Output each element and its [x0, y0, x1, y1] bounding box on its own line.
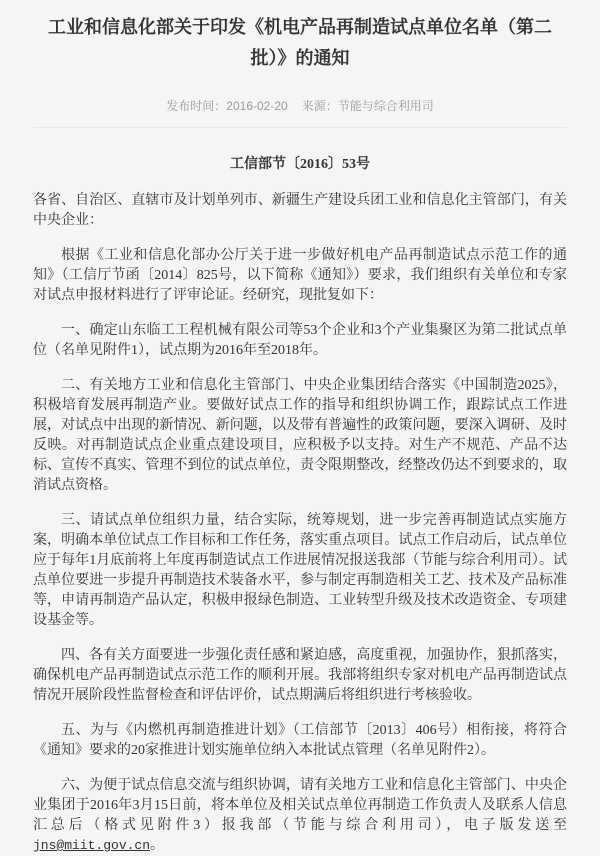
body-paragraph: 二、有关地方工业和信息化主管部门、中央企业集团结合落实《中国制造2025》，积极培育发展再制造产业。要做好试点工作的指导和组织协调工作，跟踪试点工作进展，对试点中出现的新情况、新问题，以及带有普遍性的政策问题，要深入调研、及时反映。对再制造试点企业重点建设项目，应积极予以支持。对生产不规范、产品不达标、宣传不真实、管理不到位的试点单位，责令限期整改，经整改仍达不到要求的，取消试点资格。: [33, 378, 567, 493]
closing-text-after: 。: [150, 838, 165, 853]
document-number: 工信部节〔2016〕53号: [230, 157, 370, 172]
source-label: 来源：: [301, 99, 338, 113]
meta-line: [0, 97, 600, 114]
body-paragraph: 四、各有关方面要进一步强化责任感和紧迫感，高度重视，加强协作，狠抓落实，确保机电产品再制造试点示范工作的顺利开展。我部将组织专家对机电产品再制造试点情况开展阶段性监督检查和评估评价，试点期满后将组织进行考核验收。: [33, 648, 567, 703]
body-paragraph: 一、确定山东临工工程机械有限公司等53个企业和3个产业集聚区为第二批试点单位（名单见附件1），试点期为2016年至2018年。: [33, 323, 567, 358]
header-divider: [33, 127, 567, 128]
closing-text-before: 六、为便于试点信息交流与组织协调，请有关地方工业和信息化主管部门、中央企业集团于2016年3月15日前，将本单位及相关试点单位再制造工作负责人及联系人信息汇总后（格式见附件3）报我部（节能与综合利用司），电子版发送至: [33, 778, 567, 833]
body-paragraph: 根据《工业和信息化部办公厅关于进一步做好机电产品再制造试点示范工作的通知》（工信厅节函〔2014〕825号，以下简称《通知》）要求，我们组织有关单位和专家对试点申报材料进行了评审论证。经研究，现批复如下：: [33, 248, 567, 303]
body-paragraph: 五、为与《内燃机再制造推进计划》（工信部节〔2013〕406号）相衔接，将符合《通知》要求的20家推进计划实施单位纳入本批试点管理（名单见附件2）。: [33, 723, 567, 758]
notice-header: [0, 0, 600, 128]
body-paragraph: 三、请试点单位组织力量，结合实际，统筹规划，进一步完善再制造试点实施方案，明确本单位试点工作目标和工作任务，落实重点项目。试点工作启动后，试点单位应于每年1月底前将上年度再制造试点工作进展情况报送我部（节能与综合利用司）。试点单位要进一步提升再制造技术装备水平，参与制定再制造相关工艺、技术及产品标准等，申请再制造产品认定，积极申报绿色制造、工业转型升级及技术改造资金、专项建设基金等。: [33, 513, 567, 628]
email-link[interactable]: jns@miit.gov.cn: [33, 838, 151, 853]
source-value: 节能与综合利用司: [337, 99, 434, 113]
document-paragraphs: [33, 246, 567, 761]
body-paragraph-closing: [33, 776, 567, 856]
page-title: 工业和信息化部关于印发《机电产品再制造试点单位名单（第二批）》的通知: [48, 17, 552, 68]
publish-time-label: 发布时间：: [166, 99, 227, 113]
salutation: 各省、自治区、直辖市及计划单列市、新疆生产建设兵团工业和信息化主管部门，有关中央企业：: [33, 193, 567, 228]
publish-time-value: 2016-02-20: [226, 99, 288, 113]
document-body: [0, 153, 600, 856]
